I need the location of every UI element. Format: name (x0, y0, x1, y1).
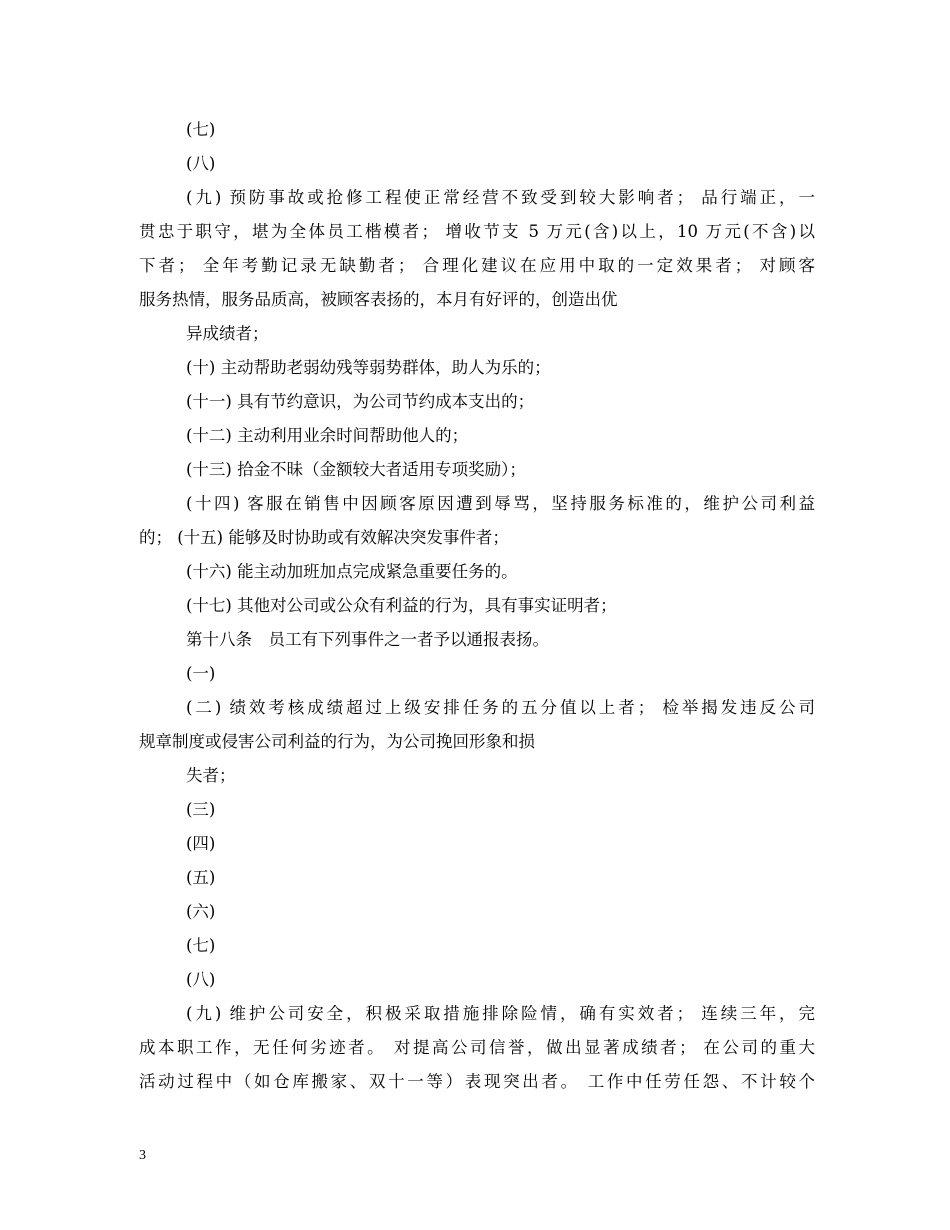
text-line: 活动过程中（如仓库搬家、双十一等）表现突出者。 工作中任劳任怨、不计较个 (139, 1072, 815, 1091)
text-line: 贯忠于职守，堪为全体员工楷模者； 增收节支 5 万元(含)以上，10 万元(不含)以 (139, 222, 815, 241)
text-line: 异成绩者； (186, 324, 269, 343)
page-number: 3 (139, 1148, 146, 1163)
text-line: 成本职工作，无任何劣迹者。 对提高公司信誉，做出显著成绩者； 在公司的重大 (139, 1038, 815, 1057)
text-line: 规章制度或侵害公司利益的行为，为公司挽回形象和损 (139, 732, 535, 751)
text-line: (四) (186, 834, 216, 853)
text-line: (十一) 具有节约意识，为公司节约成本支出的； (186, 392, 535, 411)
text-line: (十六) 能主动加班加点完成紧急重要任务的。 (186, 562, 518, 581)
text-line: (二) 绩效考核成绩超过上级安排任务的五分值以上者； 检举揭发违反公司 (186, 698, 815, 717)
document-body (139, 113, 815, 1099)
text-line: (十七) 其他对公司或公众有利益的行为，具有事实证明者； (186, 596, 617, 615)
text-line: (八) (186, 970, 216, 989)
text-line: (十) 主动帮助老弱幼残等弱势群体，助人为乐的； (186, 358, 551, 377)
text-line: (九) 维护公司安全，积极采取措施排除险情，确有实效者； 连续三年，完 (186, 1004, 815, 1023)
text-line: (十二) 主动利用业余时间帮助他人的； (186, 426, 469, 445)
text-line: 下者； 全年考勤记录无缺勤者； 合理化建议在应用中取的一定效果者； 对顾客 (139, 256, 815, 275)
text-line: (五) (186, 868, 216, 887)
text-line: (九) 预防事故或抢修工程使正常经营不致受到较大影响者； 品行端正，一 (186, 188, 815, 207)
text-line: 第十八条 员工有下列事件之一者予以通报表扬。 (186, 630, 549, 649)
text-line: (七) (186, 120, 216, 139)
text-line: (六) (186, 902, 216, 921)
text-line: 的； (十五) 能够及时协助或有效解决突发事件者； (139, 528, 509, 547)
text-line: (七) (186, 936, 216, 955)
text-line: (八) (186, 154, 216, 173)
text-line: (三) (186, 800, 216, 819)
text-line: (一) (186, 664, 216, 683)
text-line: (十三) 拾金不昧（金额较大者适用专项奖励）； (186, 460, 526, 479)
text-line: (十四) 客服在销售中因顾客原因遭到辱骂，坚持服务标准的，维护公司利益 (186, 494, 815, 513)
text-line: 服务热情，服务品质高，被顾客表扬的，本月有好评的，创造出优 (139, 290, 618, 309)
text-line: 失者； (186, 766, 236, 785)
